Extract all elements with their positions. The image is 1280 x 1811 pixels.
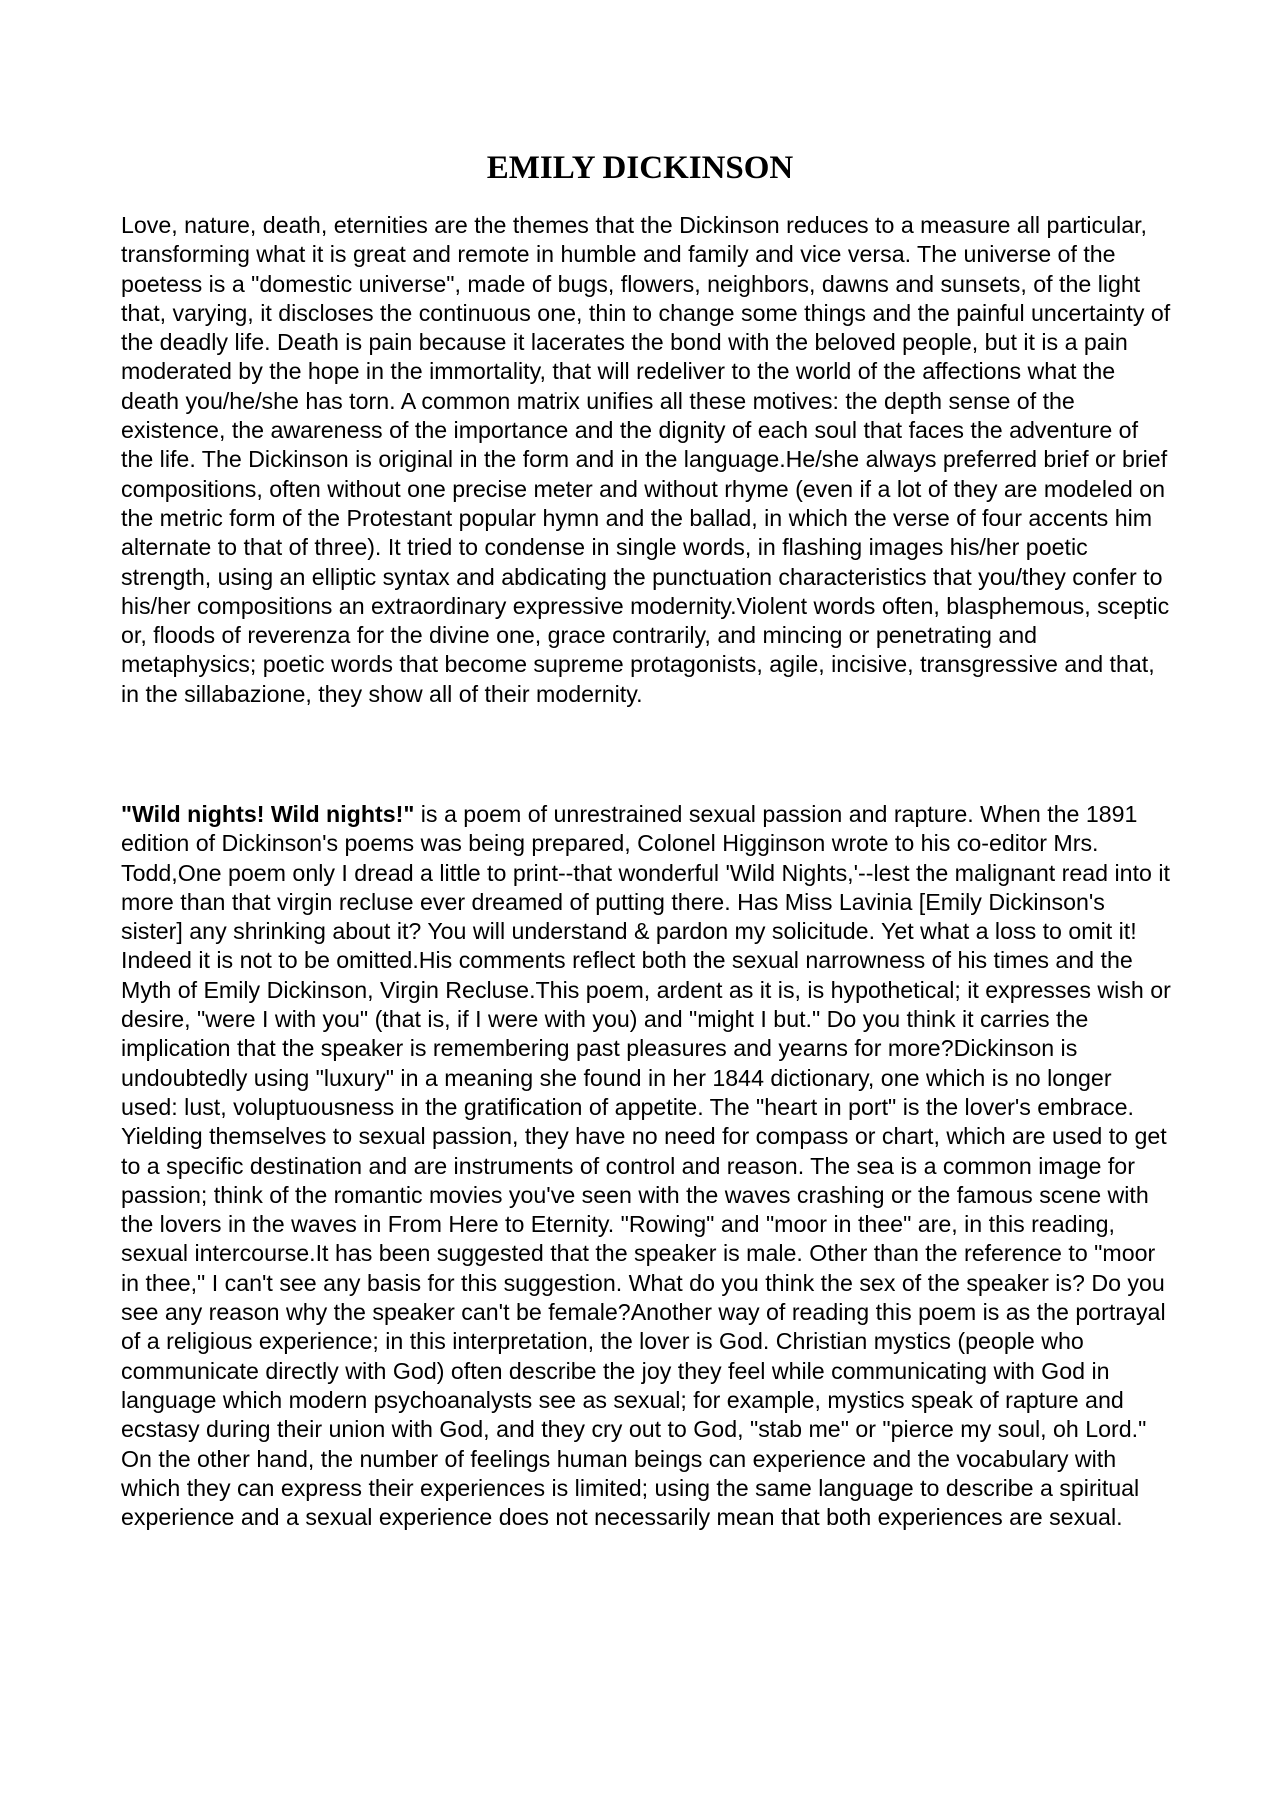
- paragraph-wild-nights-body: is a poem of unrestrained sexual passion and rapture. When the 1891 edition of Dickinson's poems was being prepared, Colonel Higginson wrote to his co-editor Mrs. Todd,One poem only I dread a little to print--that wonderful 'Wild Nights,'--lest the malignant read into it more than that virgin recluse ever dreamed of putting there. Has Miss Lavinia [Emily Dickinson's sister] any shrinking about it? You will understand & pardon my solicitude. Yet what a loss to omit it! Indeed it is not to be omitted.His comments reflect both the sexual narrowness of his times and the Myth of Emily Dickinson, Virgin Recluse.This poem, ardent as it is, is hypothetical; it expresses wish or desire, "were I with you" (that is, if I were with you) and "might I but." Do you think it carries the implication that the speaker is remembering past pleasures and yearns for more?Dickinson is undoubtedly using "luxury" in a meaning she found in her 1844 dictionary, one which is no longer used: lust, voluptuousness in the gratification of appetite. The "heart in port" is the lover's embrace. Yielding themselves to sexual passion, they have no need for compass or chart, which are used to get to a specific destination and are instruments of control and reason. The sea is a common image for passion; think of the romantic movies you've seen with the waves crashing or the famous scene with the lovers in the waves in From Here to Eternity. "Rowing" and "moor in thee" are, in this reading, sexual intercourse.It has been suggested that the speaker is male. Other than the reference to "moor in thee," I can't see any basis for this suggestion. What do you think the sex of the speaker is? Do you see any reason why the speaker can't be female?Another way of reading this poem is as the portrayal of a religious experience; in this interpretation, the lover is God. Christian mystics (people who communicate directly with God) often describe the joy they feel while communicating with God in language which modern psychoanalysts see as sexual; for example, mystics speak of rapture and ecstasy during their union with God, and they cry out to God, "stab me" or "pierce my soul, oh Lord." On the other hand, the number of feelings human beings can experience and the vocabulary with which they can express their experiences is limited; using the same language to describe a spiritual experience and a sexual experience does not necessarily mean that both experiences are sexual.: [121, 801, 1171, 1531]
- poem-title-lead: "Wild nights! Wild nights!": [121, 801, 415, 827]
- paragraph-wild-nights: [121, 800, 1171, 1532]
- document-title: EMILY DICKINSON: [486, 150, 794, 186]
- paragraph-themes: Love, nature, death, eternities are the themes that the Dickinson reduces to a measure all particular, transforming what it is great and remote in humble and family and vice versa. The universe of the poetess is a "domestic universe", made of bugs, flowers, neighbors, dawns and sunsets, of the light that, varying, it discloses the continuous one, thin to change some things and the painful uncertainty of the deadly life. Death is pain because it lacerates the bond with the beloved people, but it is a pain moderated by the hope in the immortality, that will redeliver to the world of the affections what the death you/he/she has torn. A common matrix unifies all these motives: the depth sense of the existence, the awareness of the importance and the dignity of each soul that faces the adventure of the life. The Dickinson is original in the form and in the language.He/she always preferred brief or brief compositions, often without one precise meter and without rhyme (even if a lot of they are modeled on the metric form of the Protestant popular hymn and the ballad, in which the verse of four accents him alternate to that of three). It tried to condense in single words, in flashing images his/her poetic strength, using an elliptic syntax and abdicating the punctuation characteristics that you/they confer to his/her compositions an extraordinary expressive modernity.Violent words often, blasphemous, sceptic or, floods of reverenza for the divine one, grace contrarily, and mincing or penetrating and metaphysics; poetic words that become supreme protagonists, agile, incisive, transgressive and that, in the sillabazione, they show all of their modernity.: [121, 212, 1171, 707]
